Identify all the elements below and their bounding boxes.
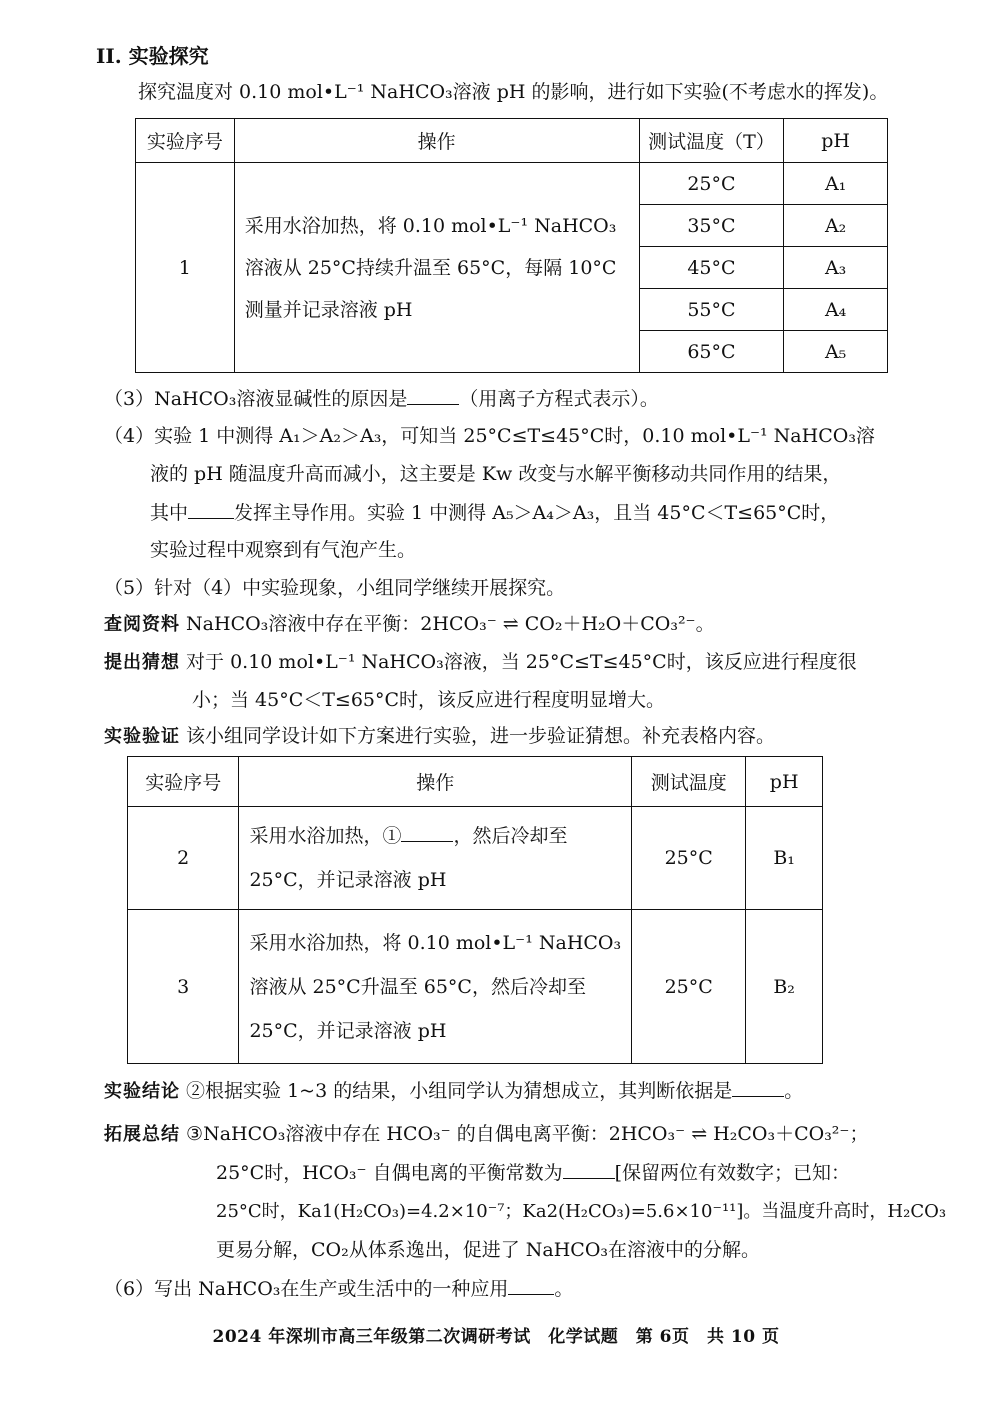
table1-temp-cell: 55°C [639, 289, 784, 331]
table1-header-ph: pH [784, 119, 888, 163]
guess-line-2: 小；当 45°C＜T≤65°C时，该反应进行程度明显增大。 [192, 689, 666, 711]
q3-answer-blank[interactable] [407, 386, 459, 405]
q4-line-2: 液的 pH 随温度升高而减小，这主要是 Kw 改变与水解平衡移动共同作用的结果， [150, 463, 842, 485]
extension-line-3: 25°C时，Ka1(H₂CO₃)=4.2×10⁻⁷；Ka2(H₂CO₃)=5.6×10⁻¹¹]。当温度升高时，H₂CO₃ [216, 1201, 947, 1222]
section-heading: II. 实验探究 [96, 44, 209, 68]
table2-row-no: 2 [128, 807, 239, 910]
q5-line-1: （5）针对（4）中实验现象，小组同学继续开展探究。 [104, 577, 566, 599]
table2-row-operation [239, 807, 632, 910]
table1-header-op: 操作 [234, 119, 639, 163]
op-text-end: ，然后冷却至 [453, 825, 568, 847]
q4-line-3 [150, 500, 839, 525]
table1-temp-cell: 65°C [639, 331, 784, 373]
q4-text-end: 发挥主导作用。实验 1 中测得 A₅＞A₄＞A₃，且当 45°C＜T≤65°C时， [234, 502, 840, 524]
q6-answer-blank[interactable] [508, 1276, 554, 1295]
extension [104, 1122, 868, 1147]
extension-line-4: 更易分解，CO₂从体系逸出，促进了 NaHCO₃在溶液中的分解。 [216, 1239, 761, 1261]
table1-ph-cell: A₄ [784, 289, 888, 331]
table2-op-line: 溶液从 25°C升温至 65°C，然后冷却至 [249, 975, 586, 998]
lookup-label: 查阅资料 [104, 614, 180, 635]
table2-op-line: 25°C，并记录溶液 pH [249, 869, 447, 891]
table2-row-operation [239, 910, 632, 1064]
table1-operation [234, 163, 639, 373]
q5-verify [104, 724, 775, 749]
section-intro: 探究温度对 0.10 mol•L⁻¹ NaHCO₃溶液 pH 的影响，进行如下实验(不考虑水的挥发)。 [138, 81, 889, 103]
table2-header-ph: pH [746, 757, 823, 807]
op-answer-blank[interactable] [401, 823, 453, 842]
q4-text: 其中 [150, 502, 189, 524]
table1-ph-cell: A₁ [784, 163, 888, 205]
table1-op-line: 溶液从 25°C持续升温至 65°C，每隔 10°C [244, 256, 617, 279]
ext-text: 25°C时，HCO₃⁻ 自偶电离的平衡常数为 [216, 1162, 563, 1184]
extension-label: 拓展总结 [104, 1124, 180, 1145]
guess-line-1: 对于 0.10 mol•L⁻¹ NaHCO₃溶液，当 25°C≤T≤45°C时，该反应进行程度很 [186, 651, 857, 673]
table1-op-line: 采用水浴加热，将 0.10 mol•L⁻¹ NaHCO₃ [244, 214, 617, 237]
table2-header-op: 操作 [239, 757, 632, 807]
table1-op-line: 测量并记录溶液 pH [244, 298, 413, 321]
table1-ph-cell: A₃ [784, 247, 888, 289]
table1-temp-cell: 25°C [639, 163, 784, 205]
q5-guess [104, 650, 857, 675]
q4-line-1: （4）实验 1 中测得 A₁＞A₂＞A₃，可知当 25°C≤T≤45°C时，0.10 mol•L⁻¹ NaHCO₃溶 [104, 425, 875, 447]
extension-answer-blank[interactable] [563, 1160, 615, 1179]
conclusion-answer-blank[interactable] [732, 1078, 784, 1097]
q3-text: （3）NaHCO₃溶液显碱性的原因是 [104, 388, 408, 410]
conclusion-text: ②根据实验 1~3 的结果，小组同学认为猜想成立，其判断依据是 [186, 1080, 733, 1102]
table2-row-temp: 25°C [632, 807, 746, 910]
q5-lookup [104, 612, 715, 637]
table2-header-no: 实验序号 [128, 757, 239, 807]
op-text: 采用水浴加热，① [249, 825, 402, 847]
experiment-table-1 [135, 118, 888, 373]
table1-experiment-no: 1 [136, 163, 235, 373]
table1-header-no: 实验序号 [136, 119, 235, 163]
table2-header-temp: 测试温度 [632, 757, 746, 807]
table2-row-temp: 25°C [632, 910, 746, 1064]
conclusion-label: 实验结论 [104, 1081, 180, 1102]
guess-label: 提出猜想 [104, 652, 180, 673]
table1-temp-cell: 35°C [639, 205, 784, 247]
table2-op-line: 采用水浴加热，将 0.10 mol•L⁻¹ NaHCO₃ [249, 931, 622, 954]
ext-text-end: [保留两位有效数字；已知： [614, 1162, 851, 1184]
table2-op-line: 25°C，并记录溶液 pH [249, 1019, 447, 1042]
table1-header-temp: 测试温度（T） [639, 119, 784, 163]
table2-op-line [249, 814, 621, 858]
table2-row-ph: B₁ [746, 807, 823, 910]
extension-line-1: ③NaHCO₃溶液中存在 HCO₃⁻ 的自偶电离平衡：2HCO₃⁻ ⇌ H₂CO₃＋CO₃²⁻； [186, 1123, 869, 1145]
conclusion-text-end: 。 [784, 1080, 804, 1102]
q4-line-4: 实验过程中观察到有气泡产生。 [150, 539, 417, 561]
verify-text: 该小组同学设计如下方案进行实验，进一步验证猜想。补充表格内容。 [186, 725, 776, 747]
q3-text-end: （用离子方程式表示）。 [459, 388, 659, 410]
question-6 [104, 1276, 573, 1301]
conclusion [104, 1078, 803, 1104]
q4-answer-blank[interactable] [188, 500, 234, 519]
table2-row-ph: B₂ [746, 910, 823, 1064]
table2-row-no: 3 [128, 910, 239, 1064]
extension-line-2 [216, 1160, 850, 1185]
table1-ph-cell: A₅ [784, 331, 888, 373]
table1-ph-cell: A₂ [784, 205, 888, 247]
q6-text-end: 。 [554, 1278, 574, 1300]
question-3 [104, 386, 659, 411]
table1-temp-cell: 45°C [639, 247, 784, 289]
q6-text: （6）写出 NaHCO₃在生产或生活中的一种应用 [104, 1278, 509, 1300]
page-footer: 2024 年深圳市高三年级第二次调研考试 化学试题 第 6页 共 10 页 [212, 1327, 780, 1347]
experiment-table-2 [127, 756, 823, 1064]
lookup-text: NaHCO₃溶液中存在平衡：2HCO₃⁻ ⇌ CO₂＋H₂O＋CO₃²⁻。 [186, 613, 715, 635]
verify-label: 实验验证 [104, 726, 180, 747]
